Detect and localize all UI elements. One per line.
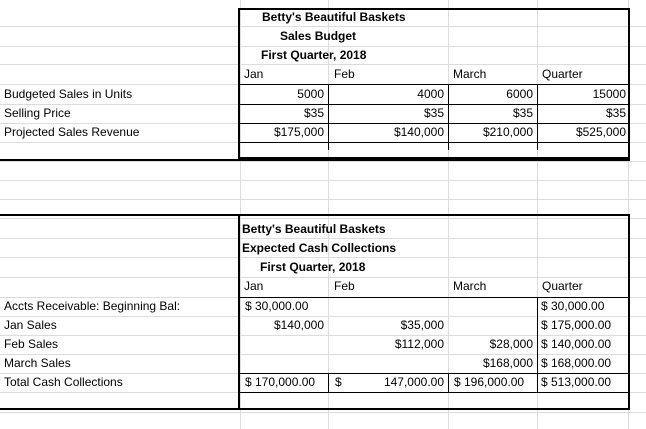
collections-cell: $28,000: [489, 337, 533, 351]
collections-cell: $140,000: [273, 318, 324, 332]
budget-row-label: Projected Sales Revenue: [4, 125, 140, 139]
budget-cell: 5000: [297, 87, 324, 101]
collections-cell: $ 30,000.00: [245, 299, 309, 313]
budget-cell: $210,000: [482, 125, 533, 139]
budget-col-quarter: Quarter: [542, 67, 583, 81]
budget-row-label: Selling Price: [4, 106, 71, 120]
budget-col-jan: Jan: [244, 67, 264, 81]
collections-row-label: March Sales: [4, 356, 71, 370]
collections-col-march: March: [453, 279, 487, 293]
collections-col-jan: Jan: [244, 279, 264, 293]
collections-cell: $ 170,000.00: [245, 375, 316, 389]
budget-period: First Quarter, 2018: [261, 48, 367, 62]
collections-cell: $112,000: [394, 337, 444, 351]
collections-cell: $ 196,000.00: [454, 375, 525, 389]
collections-company: Betty's Beautiful Baskets: [242, 222, 386, 236]
budget-cell: 6000: [506, 87, 533, 101]
budget-cell: $35: [303, 106, 324, 120]
collections-row-label: Jan Sales: [4, 318, 57, 332]
collections-row-label: Total Cash Collections: [4, 375, 123, 389]
budget-cell: $35: [423, 106, 444, 120]
collections-cell: $ 30,000.00: [541, 299, 605, 313]
collections-period: First Quarter, 2018: [260, 260, 366, 274]
collections-row-label: Feb Sales: [4, 337, 59, 351]
budget-cell: 15000: [592, 87, 626, 101]
budget-row-label: Budgeted Sales in Units: [4, 87, 133, 101]
budget-cell: $35: [512, 106, 533, 120]
collections-cell: $ 513,000.00: [541, 375, 612, 389]
collections-row-label: Accts Receivable: Beginning Bal:: [4, 299, 181, 313]
collections-title: Expected Cash Collections: [242, 241, 397, 255]
collections-cell: $: [335, 375, 342, 389]
budget-col-march: March: [453, 67, 487, 81]
budget-company: Betty's Beautiful Baskets: [262, 10, 406, 24]
collections-cell: $168,000: [482, 356, 533, 370]
budget-cell: $525,000: [575, 125, 626, 139]
budget-cell: $35: [605, 106, 626, 120]
collections-cell: $ 168,000.00: [541, 356, 612, 370]
collections-cell: $ 140,000.00: [541, 337, 612, 351]
budget-col-feb: Feb: [334, 67, 355, 81]
collections-cell: $ 175,000.00: [541, 318, 612, 332]
budget-cell: 4000: [417, 87, 444, 101]
collections-col-feb: Feb: [334, 279, 355, 293]
budget-cell: $140,000: [393, 125, 444, 139]
collections-cell: $35,000: [400, 318, 444, 332]
sales-budget-full-box: [0, 147, 630, 161]
budget-title: Sales Budget: [280, 29, 357, 43]
collections-cell: 147,000.00: [383, 375, 444, 389]
budget-cell: $175,000: [273, 125, 324, 139]
collections-col-quarter: Quarter: [542, 279, 583, 293]
